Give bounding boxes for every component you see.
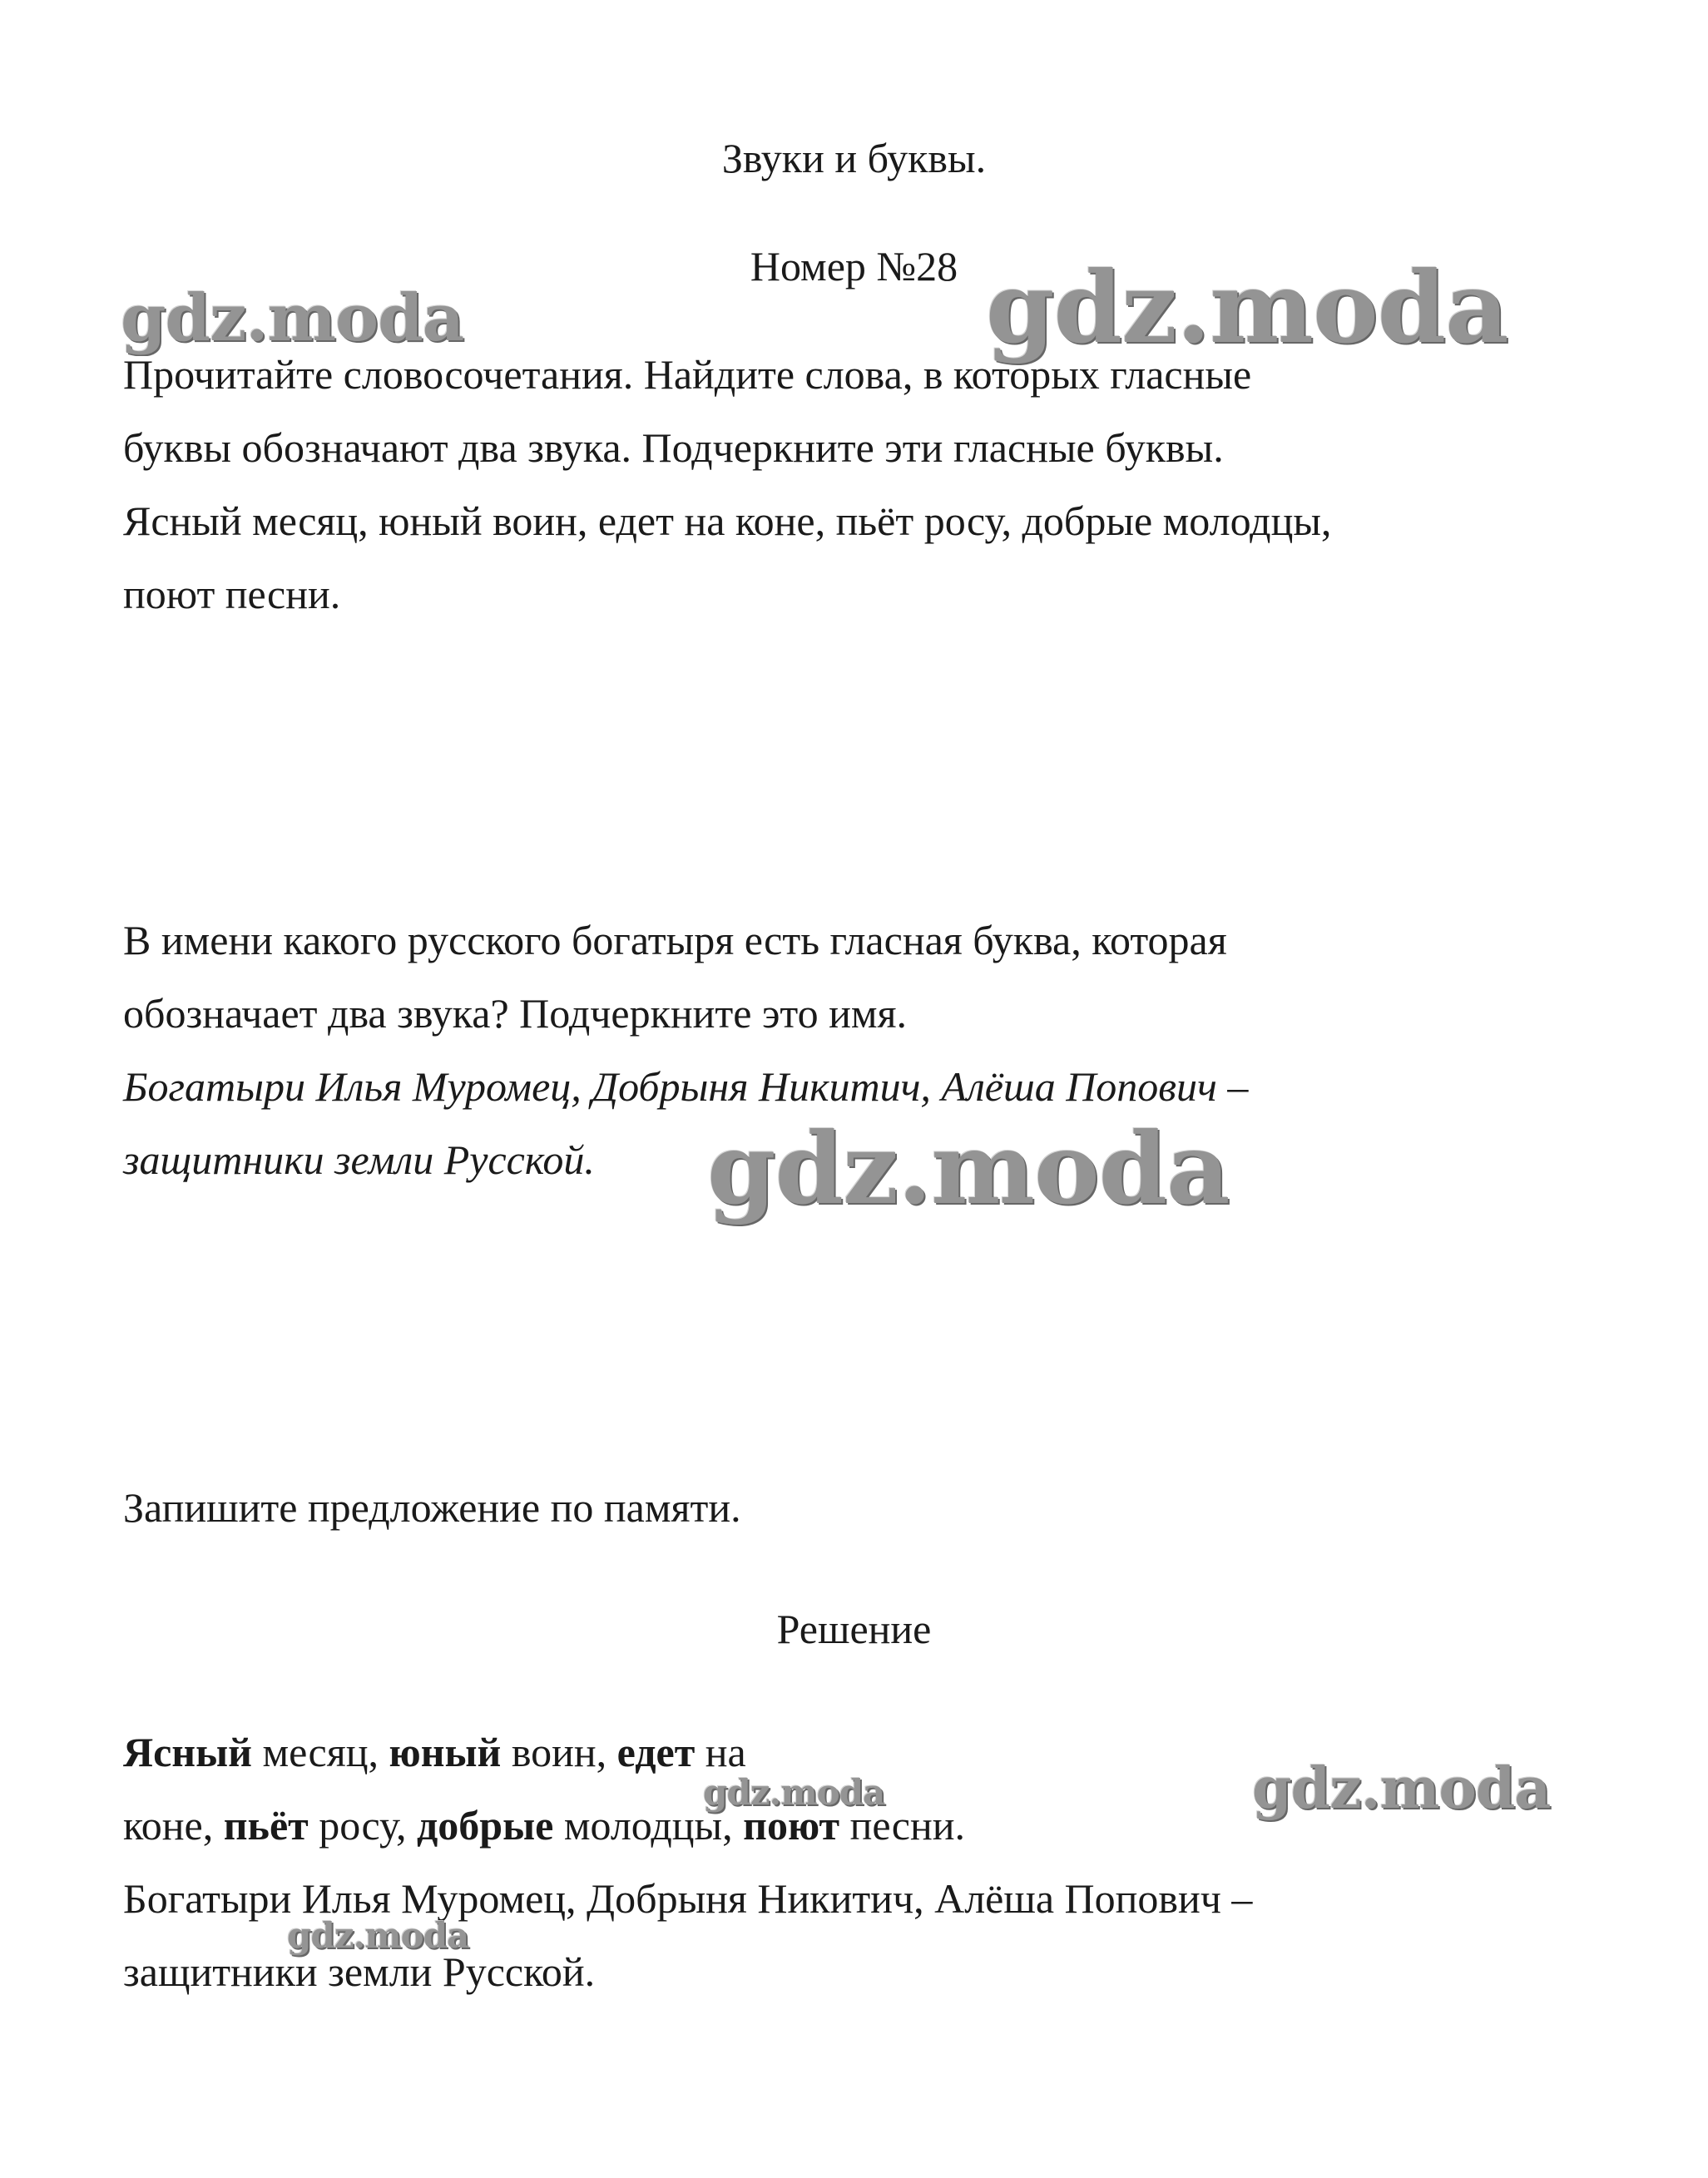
solution-text: молодцы, bbox=[553, 1802, 744, 1849]
watermark-logo: gdz.moda bbox=[121, 280, 464, 356]
task3-line-1: Запишите предложение по памяти. bbox=[123, 1484, 741, 1531]
watermark-logo: gdz.moda bbox=[986, 250, 1508, 365]
watermark-logo: gdz.moda bbox=[707, 1111, 1230, 1226]
highlight-word: поют bbox=[743, 1802, 840, 1849]
task2-line-3: Богатыри Илья Муромец, Добрыня Никитич, Алёша Попович – bbox=[123, 1063, 1249, 1110]
highlight-word: добрые bbox=[417, 1802, 554, 1849]
task1-line-4: поют песни. bbox=[123, 571, 341, 617]
solution-text: на bbox=[695, 1729, 746, 1775]
task2-line-2: обозначает два звука? Подчеркните это имя. bbox=[123, 990, 908, 1037]
solution-text: месяц, bbox=[251, 1729, 389, 1775]
solution-text: коне, bbox=[123, 1802, 224, 1849]
watermark-logo: gdz.moda bbox=[703, 1772, 885, 1813]
task1-line-3: Ясный месяц, юный воин, едет на коне, пьёт росу, добрые молодцы, bbox=[123, 497, 1332, 544]
task2-line-4: защитники земли Русской. bbox=[123, 1136, 595, 1183]
solution-text: воин, bbox=[501, 1729, 617, 1775]
page-title: Звуки и буквы. bbox=[721, 135, 987, 181]
task1-line-2: буквы обозначают два звука. Подчеркните эти гласные буквы. bbox=[123, 424, 1224, 471]
highlight-word: юный bbox=[389, 1729, 502, 1775]
solution-text: песни. bbox=[839, 1802, 965, 1849]
highlight-word: едет bbox=[616, 1729, 696, 1775]
solution-heading: Решение bbox=[776, 1606, 932, 1652]
exercise-number: Номер №28 bbox=[750, 243, 958, 290]
solution-text: росу, bbox=[308, 1802, 417, 1849]
highlight-word: Ясный bbox=[123, 1729, 252, 1775]
solution-row-1 bbox=[123, 1727, 746, 1777]
watermark-logo: gdz.moda bbox=[287, 1915, 469, 1956]
task1-line-1: Прочитайте словосочетания. Найдите слова, в которых гласные bbox=[123, 351, 1252, 398]
solution-row-4: защитники земли Русской. bbox=[123, 1948, 596, 1995]
solution-row-3: Богатыри Илья Муромец, Добрыня Никитич, Алёша Попович – bbox=[123, 1875, 1253, 1922]
watermark-logo: gdz.moda bbox=[1252, 1755, 1551, 1822]
highlight-word: пьёт bbox=[223, 1802, 309, 1849]
task2-line-1: В имени какого русского богатыря есть гласная буква, которая bbox=[123, 917, 1227, 963]
